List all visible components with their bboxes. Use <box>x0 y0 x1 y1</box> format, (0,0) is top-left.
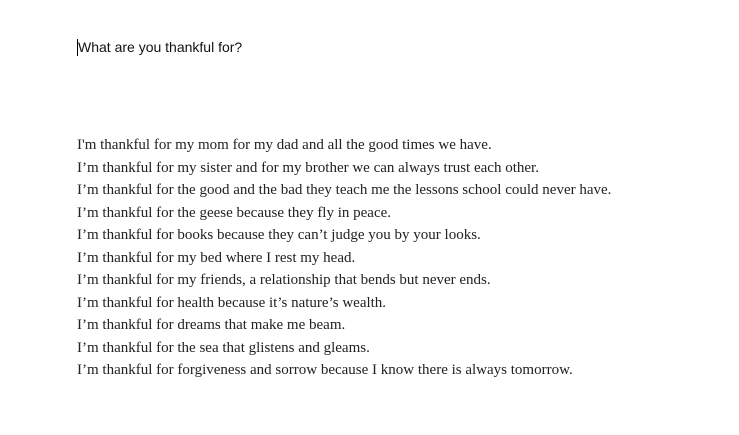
poem-line-4[interactable]: I’m thankful for the geese because they fly in peace. <box>77 204 392 221</box>
poem-line-10[interactable]: I’m thankful for the sea that glistens and gleams. <box>77 339 370 356</box>
poem-line-11[interactable]: I’m thankful for forgiveness and sorrow because I know there is always tomorrow. <box>77 362 573 378</box>
poem-line-7[interactable]: I’m thankful for my friends, a relationship that bends but never ends. <box>77 272 491 288</box>
poem-line-3[interactable]: I’m thankful for the good and the bad they teach me the lessons school could never have. <box>77 182 612 198</box>
document-title[interactable]: What are you thankful for? <box>78 39 243 55</box>
poem-line-2[interactable]: I’m thankful for my sister and for my brother we can always trust each other. <box>77 159 539 176</box>
poem-line-8[interactable]: I’m thankful for health because it’s nature’s wealth. <box>77 294 387 311</box>
poem-line-5[interactable]: I’m thankful for books because they can’t judge you by your looks. <box>77 227 481 243</box>
poem-body[interactable] <box>77 134 727 382</box>
poem-line-1[interactable]: I'm thankful for my mom for my dad and all the good times we have. <box>77 137 492 153</box>
poem-line-9[interactable]: I’m thankful for dreams that make me beam. <box>77 317 346 333</box>
title-line[interactable] <box>77 38 242 56</box>
poem-line-6[interactable]: I’m thankful for my bed where I rest my head. <box>77 249 356 266</box>
